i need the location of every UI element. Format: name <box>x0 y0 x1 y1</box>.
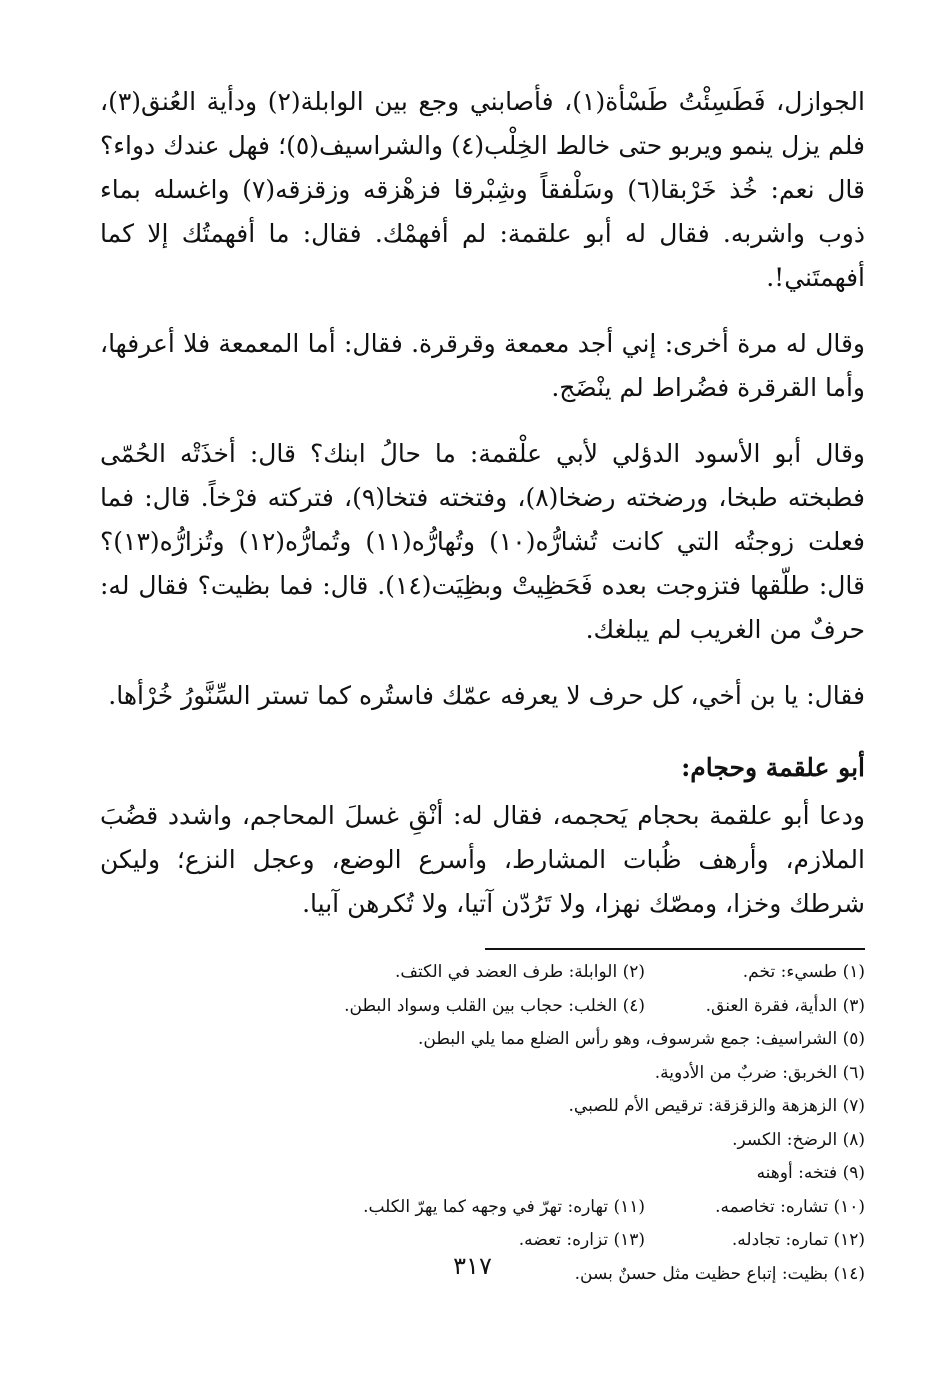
footnote: (٧) الزهزهة والزقزقة: ترقيص الأم للصبي. <box>568 1096 865 1116</box>
footnote: (٩) فتخه: أوهنه <box>756 1163 865 1183</box>
section-heading: أبو علقمة وحجام: <box>681 753 865 782</box>
paragraph-5: ودعا أبو علقمة بحجام يَحجمه، فقال له: أنْقِ غسلَ المحاجم، واشدد قضُبَ الملازم، وأرهف ظُبات المشارط، وأسرع الوضع، وعجل النزع؛ وليكن شرطك وخزا، ومصّك نهزا، ولا تَرُدّن آتيا، ولا تُكرهن آبيا. <box>100 801 865 918</box>
footnote: (٣) الدأية، فقرة العنق. <box>705 995 865 1016</box>
footnote-row <box>100 1124 865 1158</box>
paragraph-1: الجوازل، فَطَسِئْتُ طَسْأة(١)، فأصابني وجع بين الوابلة(٢) ودأية العُنق(٣)، فلم يزل ينمو ويربو حتى خالط الخِلْب(٤) والشراسيف(٥)؛ فهل عندك دواء؟ قال نعم: خُذ خَرْبقا(٦) وسَلْفقاً وشِبْرقا فزهْزقه وزقزقه(٧) واغسله بماء ذوب واشربه. فقال له أبو علقمة: لم أفهمْك. فقال: ما أفهمتُك إلا كما أفهمتَني!. <box>100 87 865 292</box>
footnote: (١٢) تماره: تجادله. <box>731 1230 865 1250</box>
footnote-divider <box>485 948 865 950</box>
footnote: (١٠) تشاره: تخاصمه. <box>715 1196 865 1217</box>
footnote-row <box>100 956 865 990</box>
footnote: (١٣) تزاره: تعضه. <box>518 1230 645 1250</box>
footnote-row <box>100 1157 865 1191</box>
footnote-row <box>100 1191 865 1225</box>
footnote: (١٤) بظيت: إتباع حظيت مثل حسنٌ بسن. <box>574 1263 865 1284</box>
footnote-row <box>100 990 865 1024</box>
footnote-row <box>100 1090 865 1124</box>
footnote: (٥) الشراسيف: جمع شرسوف، وهو رأس الضلع مما يلي البطن. <box>418 1029 865 1049</box>
page-number: ٣١٧ <box>453 1252 492 1280</box>
footnote: (٨) الرضخ: الكسر. <box>732 1129 865 1150</box>
paragraph-2: وقال له مرة أخرى: إني أجد معمعة وقرقرة. فقال: أما المعمعة فلا أعرفها، وأما القرقرة فضُراط لم ينْضَج. <box>100 329 865 402</box>
paragraph-4: فقال: يا بن أخي، كل حرف لا يعرفه عمّك فاستُره كما تستر السِّنَّورُ خُرْأها. <box>108 681 865 710</box>
paragraph-3: وقال أبو الأسود الدؤلي لأبي علْقمة: ما حالُ ابنك؟ قال: أخذَتْه الحُمّى فطبخته طبخا، ورضخته رضخا(٨)، وفتخته فتخا(٩)، فتركته فرْخاً. قال: فما فعلت زوجتُه التي كانت تُشارُّه(١٠) وتُهارُّه(١١) وتُمارُّه(١٢) وتُزارُّه(١٣)؟ قال: طلّقها فتزوجت بعده فَحَظِيتْ وبظِيَت(١٤). قال: فما بظيت؟ فقال له: حرفٌ من الغريب لم يبلغك. <box>100 439 865 644</box>
footnote: (٢) الوابلة: طرف العضد في الكتف. <box>394 962 645 982</box>
footnote: (١١) تهاره: تهرّ في وجهه كما يهرّ الكلب. <box>363 1196 645 1217</box>
footnote-row <box>100 1057 865 1091</box>
footnote: (١) طسيء: تخم. <box>742 962 865 982</box>
footnotes <box>100 956 865 1291</box>
footnote: (٤) الخلب: حجاب بين القلب وسواد البطن. <box>344 995 645 1016</box>
footnote-row <box>100 1023 865 1057</box>
footnote: (٦) الخربق: ضربٌ من الأدوية. <box>654 1062 865 1083</box>
